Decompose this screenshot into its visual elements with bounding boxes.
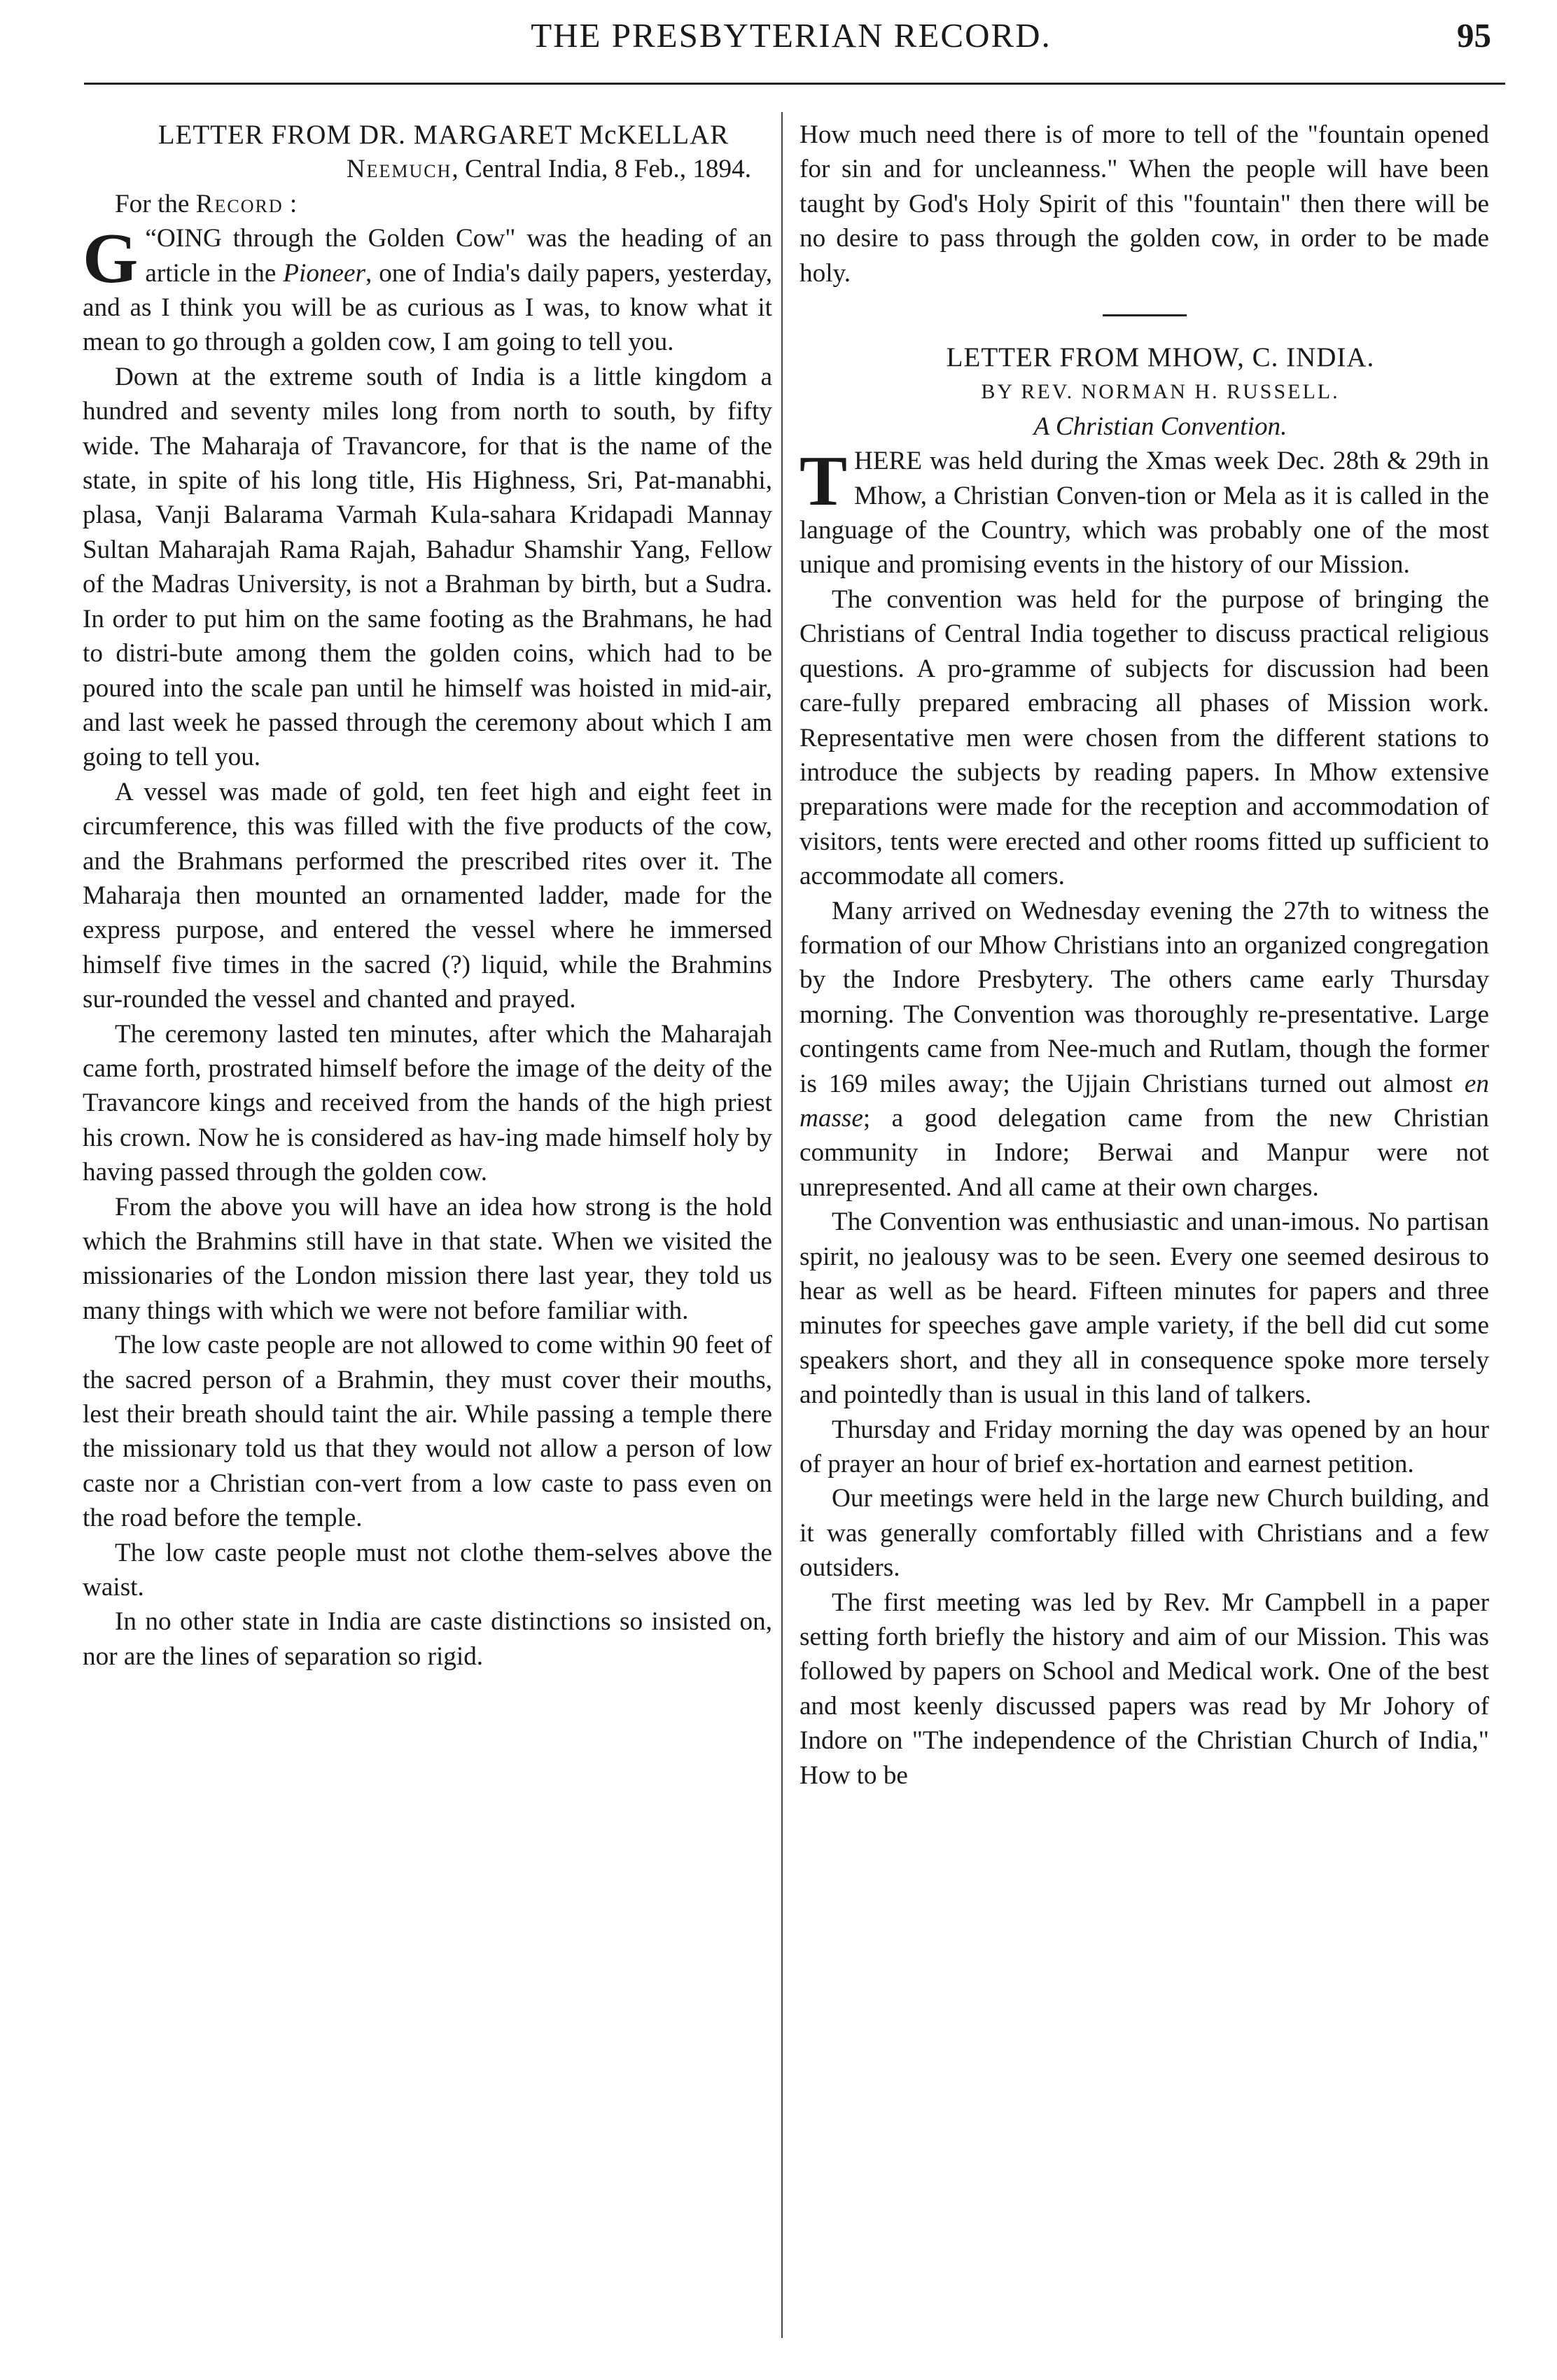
paragraph: From the above you will have an idea how strong is the hold which the Brahmins still have in that state. When we visited the missionaries of the London mission there last year, they told us many things with which we were not before familiar with.: [83, 1192, 772, 1325]
paragraph-text: ; a good delegation came from the new Christian community in Indore; Berwai and Manpur were not unrepresented. And all came at their own charges.: [800, 1103, 1489, 1202]
running-title: THE PRESBYTERIAN RECORD.: [531, 16, 1052, 55]
dateline-rest: , Central India, 8 Feb., 1894.: [452, 155, 751, 184]
paragraph: How much need there is of more to tell of the "fountain opened for sin and for uncleanness." When the people will have been taught by God's Holy Spirit of this "fountain" then there will be no desire to pass through the golden cow, in order to be made holy.: [800, 120, 1489, 288]
salutation: [83, 187, 772, 221]
paragraph-text: , one of India's daily papers, yesterday, and as I think you will be as curious as I was, to know what it mean to go through a golden cow, I am going to tell you.: [83, 258, 772, 357]
salutation-record: Record: [195, 189, 284, 218]
salutation-suffix: :: [283, 189, 298, 218]
paragraph: In no other state in India are caste distinctions so insisted on, nor are the lines of separation so rigid.: [83, 1607, 772, 1671]
drop-cap: G: [83, 219, 139, 299]
left-column: [83, 118, 772, 2344]
paragraph: A vessel was made of gold, ten feet high and eight feet in circumference, this was filled with the five products of the cow, and the Brahmans performed the prescribed rites over it. The Maharaja then mounted an ornamented ladder, made for the express purpose, and entered the vessel where he immersed himself five times in the sacred (?) liquid, while the Brahmins sur-rounded the vessel and chanted and prayed.: [83, 777, 772, 1014]
column-divider: [781, 112, 783, 2338]
byline: BY REV. NORMAN H. RUSSELL.: [981, 380, 1340, 404]
paragraph-text: OING through the Golden Cow" was the heading of an article in the: [145, 224, 772, 288]
paragraph: Thursday and Friday morning the day was opened by an hour of prayer an hour of brief ex-hortation and earnest petition.: [800, 1415, 1489, 1479]
paragraph: The low caste people must not clothe them-selves above the waist.: [83, 1538, 772, 1602]
dateline: [83, 152, 772, 186]
article-title-mckellar: LETTER FROM DR. MARGARET McKELLAR: [158, 120, 729, 150]
paragraph: The ceremony lasted ten minutes, after which the Maharajah came forth, prostrated himself before the image of the deity of the Travancore kings and received from the hands of the high priest his crown. Now he is considered as hav-ing made himself holy by having passed through the golden cow.: [83, 1019, 772, 1187]
section-rule: [1103, 314, 1187, 316]
paragraph: Our meetings were held in the large new Church building, and it was generally comfortably filled with Christians and a few outsiders.: [800, 1484, 1489, 1583]
subheading: A Christian Convention.: [1033, 412, 1287, 441]
paragraph: [800, 894, 1489, 1205]
publication-name: Pioneer: [283, 258, 365, 288]
paragraph: “ G OING through the Golden Cow" was the heading of an article in the Pioneer, one of India's daily papers, yesterday, and as I think you will be as curious as I was, to know what it mean to go through a golden cow, I am going to tell you.: [83, 219, 772, 357]
paragraph: [800, 444, 1489, 582]
paragraph: Down at the extreme south of India is a little kingdom a hundred and seventy miles long from north to south, by fifty wide. The Maharaja of Travancore, for that is the name of the state, in spite of his long title, His Highness, Sri, Pat-manabhi, plasa, Vanji Balarama Varmah Kula-sahara Kridapadi Mannay Sultan Maharajah Rama Rajah, Bahadur Shamshir Yang, Fellow of the Madras University, is not a Brahman by birth, but a Sudra. In order to put him on the same footing as the Brahmans, he had to distri-bute among them the golden coins, which had to be poured into the scale pan until he himself was hoisted in mid-air, and last week he passed through the ceremony about which I am going to tell you.: [83, 362, 772, 772]
running-head: [77, 13, 1505, 77]
article-title-mhow: LETTER FROM MHOW, C. INDIA.: [946, 342, 1375, 373]
paragraph-text: Many arrived on Wednesday evening the 27th to witness the formation of our Mhow Christians into an organized congregation by the Indore Presbytery. The others came early Thursday morning. The Convention was thoroughly re-presentative. Large contingents came from Nee-much and Rutlam, though the former is 169 miles away; the Ujjain Christians turned out almost: [800, 896, 1489, 1098]
paragraph: The Convention was enthusiastic and unan-imous. No partisan spirit, no jealousy was to be seen. Every one seemed desirous to hear as well as be heard. Fifteen minutes for papers and three minutes for speeches gave ample variety, if the bell did cut some speakers short, and they all in consequence spoke more tersely and pointedly than is usual in this land of talkers.: [800, 1208, 1489, 1410]
drop-cap: T: [800, 442, 848, 522]
salutation-prefix: For the: [115, 189, 196, 218]
right-column: [800, 118, 1489, 2344]
page-number: 95: [1457, 16, 1491, 55]
italic-phrase: en masse: [800, 1069, 1489, 1133]
header-rule: [84, 83, 1505, 85]
dateline-place: Neemuch: [346, 155, 452, 184]
paragraph-text: HERE was held during the Xmas week Dec. 28th & 29th in Mhow, a Christian Conven-tion or Mela as it is called in the language of the Country, which was probably one of the most unique and promising events in the history of our Mission.: [800, 447, 1489, 580]
paragraph: The convention was held for the purpose of bringing the Christians of Central India together to discuss practical religious questions. A pro-gramme of subjects for discussion had been care-fully prepared embracing all phases of Mission work. Representative men were chosen from the different stations to introduce the subjects by reading papers. In Mhow extensive preparations were made for the reception and accommodation of visitors, tents were erected and other rooms fitted up sufficient to accommodate all comers.: [800, 584, 1489, 891]
paragraph: The low caste people are not allowed to come within 90 feet of the sacred person of a Brahmin, they must cover their mouths, lest their breath should taint the air. While passing a temple there the missionary told us that they would not allow a person of low caste nor a Christian con-vert from a low caste to pass even on the road before the temple.: [83, 1331, 772, 1533]
paragraph: The first meeting was led by Rev. Mr Campbell in a paper setting forth briefly the history and aim of our Mission. This was followed by papers on School and Medical work. One of the best and most keenly discussed papers was read by Mr Johory of Indore on "The independence of the Christian Church of India," How to be: [800, 1588, 1489, 1790]
